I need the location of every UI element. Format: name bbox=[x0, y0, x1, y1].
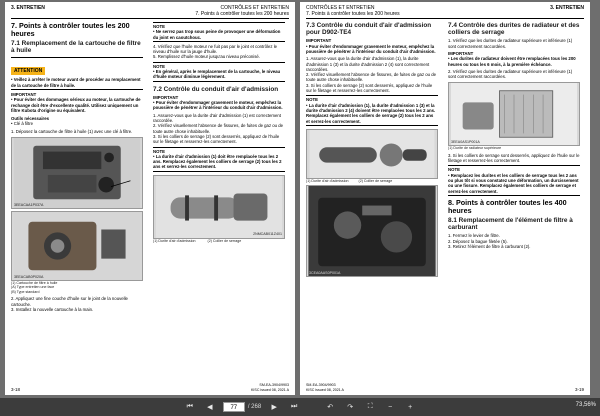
note-1-text: • Ne serrez pas trop sous peine de provoquer une déformation du joint en caoutchouc. bbox=[153, 29, 281, 40]
s74-important-text: • Les durites de radiateur doivent être remplacées tous les 200 heures ou tous les 6 mois, à la première échéance. bbox=[448, 56, 576, 67]
right-col-2 bbox=[448, 22, 580, 249]
step-4: 4. Vérifiez que l'huile moteur ne fuit pas par le joint et contrôlez le niveau d'huile sur la jauge d'huile. bbox=[153, 43, 278, 55]
caption-5: (2) Collier de serrage bbox=[207, 238, 242, 243]
captions-row bbox=[153, 239, 285, 243]
note-1-label: NOTE bbox=[153, 24, 165, 29]
header-center-line2: 7. Points à contrôler toutes les 200 heures bbox=[195, 11, 289, 17]
image-code-r1: 3CEA0AAS0P001A bbox=[309, 270, 341, 275]
important-r-label: IMPORTANT bbox=[306, 38, 332, 44]
section-71-title: 7.1 Remplacement de la cartouche de filtre à huile bbox=[11, 40, 141, 55]
note-2-text: • En général, après le remplacement de la cartouche, le niveau d'huile moteur diminue légèrement. bbox=[153, 69, 281, 80]
header-right-line1: CONTRÔLES ET ENTRETIEN bbox=[306, 5, 375, 11]
zoom-out-icon[interactable]: − bbox=[388, 403, 393, 411]
rotate-left-icon[interactable]: ↶ bbox=[327, 404, 334, 411]
s74-step-2: 2. Vérifiez que les durites de radiateur supérieure et inférieure (1) sont correctement raccordées. bbox=[448, 68, 573, 80]
s73-step-1: 1. Assurez-vous que la durite d'air d'admission (1), la durite d'admission 1 (3) et la durite d'admission 2 (4) sont correctement raccordées. bbox=[306, 56, 430, 72]
header-right-line2: 7. Points à contrôler toutes les 200 heures bbox=[306, 11, 400, 17]
important-label: IMPORTANT bbox=[11, 92, 37, 97]
s74-important bbox=[448, 51, 580, 67]
section-81-title: 8.1 Remplacement de l'élément de filtre à carburant bbox=[448, 216, 573, 232]
s74-step-3: 3. Si les colliers de serrage sont desserrés, appliquez de l'huile sur le filetage et resserrez-les correctement. bbox=[448, 152, 580, 164]
engine-image-2 bbox=[11, 211, 143, 281]
s81-step-2: 2. Déposez la bague filetée (5). bbox=[448, 238, 508, 244]
note-box-r2 bbox=[448, 165, 580, 195]
note-3-label: NOTE bbox=[153, 148, 165, 154]
step-3: 3. Installez la nouvelle cartouche à la main. bbox=[11, 306, 94, 312]
first-page-icon[interactable]: ⏮ bbox=[186, 403, 193, 410]
note-3-text: • La durite d'air d'admission (1) doit être remplacée tous les 2 ans. Remplacez également les colliers de serrage (2) tous les 2 ans et serrez-les correctement. bbox=[153, 153, 282, 170]
section-74-title: 7.4 Contrôle des durites de radiateur et des colliers de serrage bbox=[448, 22, 580, 37]
note-r2-label: NOTE bbox=[448, 167, 460, 173]
s73-step-3: 3. Si les colliers de serrage (2) sont desserrés, appliquez de l'huile sur le filetage et resserrez-les correctement. bbox=[306, 82, 433, 94]
attention-label: ATTENTION bbox=[11, 67, 45, 75]
turbo-image bbox=[306, 129, 438, 179]
tools-label: Outils nécessaires bbox=[11, 116, 49, 122]
s72-step-2: 2. Vérifiez visuellement l'absence de fissures, de fuites de gaz ou de toute autre chose inhabituelle. bbox=[153, 123, 284, 134]
left-col-2 bbox=[153, 22, 285, 243]
header-right: 3. ENTRETIEN bbox=[550, 5, 584, 11]
step-1: 1. Déposez la cartouche de filtre à huile (1) avec une clé à filtre. bbox=[11, 128, 133, 134]
caption-3: (B) Type standard bbox=[11, 289, 40, 294]
s81-step-3: 3. Retirez l'élément de filtre à carburant (2). bbox=[448, 243, 531, 249]
prev-page-icon[interactable]: ◀ bbox=[207, 404, 213, 411]
tools-item: • Clé à filtre bbox=[11, 121, 34, 127]
step-2: 2. Appliquez une fine couche d'huile sur le joint de la nouvelle cartouche. bbox=[11, 296, 128, 307]
engine-illustration-r bbox=[307, 186, 437, 276]
captions-row-r bbox=[306, 179, 438, 183]
page-left bbox=[5, 2, 295, 395]
intake-illustration bbox=[154, 176, 284, 238]
radiator-image bbox=[448, 82, 580, 146]
caption-r2: (2) Collier de serrage bbox=[358, 178, 393, 183]
caption-r1: (1) Durite d'air d'admission bbox=[306, 178, 349, 183]
note-box-r bbox=[306, 95, 438, 125]
caption-2: (A) Type entretien une face bbox=[11, 285, 55, 290]
zoom-in-icon[interactable]: + bbox=[408, 403, 413, 411]
important-box bbox=[11, 92, 143, 113]
section-8-title: 8. Points à contrôler toutes les 400 heures bbox=[448, 197, 567, 215]
s74-important-label: IMPORTANT bbox=[448, 51, 474, 56]
last-page-icon[interactable]: ⏭ bbox=[291, 403, 298, 410]
image-code-1: 3EEACAA1P037A bbox=[14, 202, 44, 207]
attention-text: • Veillez à arrêter le moteur avant de procéder au remplacement de la cartouche de filtre à huile. bbox=[11, 77, 141, 88]
caption-1: (1) Cartouche de filtre à huile bbox=[11, 281, 58, 286]
viewer-toolbar bbox=[0, 398, 600, 416]
left-col-1 bbox=[11, 22, 143, 312]
image-code-3: 2NMCAB011Z401 bbox=[253, 232, 282, 237]
note-r2-text: • Remplacez les durites et les colliers de serrage tous les 2 ans ou plus tôt si vous constatez une déformation, un durcissement ou une fissure. Remplacez également les colliers de serrage et serrez-les correctement. bbox=[448, 172, 579, 194]
radiator-illustration bbox=[449, 83, 579, 145]
footer-right: SM-EA-3904/9903 KISC issued 08, 2021 A bbox=[306, 383, 344, 392]
section-72-title: 7.2 Contrôle du conduit d'air d'admission bbox=[153, 85, 279, 93]
page-right bbox=[300, 2, 590, 395]
footer-left: SM-EA-3904/9903 KISC issued 08, 2021 A bbox=[251, 383, 289, 392]
turbo-illustration bbox=[307, 130, 437, 178]
s72-step-1: 1. Assurez-vous que la durite d'air d'admission (1) est correctement raccordée. bbox=[153, 112, 281, 124]
image-code-r2: 3EEA0AS1P001A bbox=[451, 140, 480, 145]
fullscreen-icon[interactable]: ⛶ bbox=[367, 403, 373, 410]
s72-step-3: 3. Si les colliers de serrage (2) sont desserrés, appliquez de l'huile sur le filetage et resserrez-les correctement. bbox=[153, 133, 280, 145]
note-box-1 bbox=[153, 22, 285, 42]
header-left: 3. ENTRETIEN bbox=[11, 5, 45, 11]
s74-step-1: 1. Vérifiez que les durites de radiateur supérieure et inférieure (1) sont correctement raccordées. bbox=[448, 38, 573, 49]
page-navigator bbox=[223, 402, 261, 412]
important-box-r bbox=[306, 38, 438, 54]
s73-step-2: 2. Vérifiez visuellement l'absence de fissures, de fuites de gaz ou de toute autre chose inhabituelle. bbox=[306, 72, 437, 83]
s81-step-1: 1. Fermez le levier de filtre. bbox=[448, 233, 500, 239]
important-text: • Pour éviter des dommages sérieux au moteur, la cartouche de rechange doit être d'excellente qualité. Utilisez uniquement un filtre Kubota d'origine ou équivalent. bbox=[11, 97, 141, 113]
important-r-text: • Pour éviter d'endommager gravement le moteur, empêchez la poussière de pénétrer à l'intérieur du conduit d'air d'admission. bbox=[306, 43, 436, 54]
page-number-left: 3-18 bbox=[11, 387, 21, 392]
note-2-label: NOTE bbox=[153, 63, 165, 69]
image-code-2: 3EEACAB0P020A bbox=[14, 274, 44, 279]
header-rule bbox=[11, 18, 289, 19]
header-left-right bbox=[306, 5, 400, 17]
header-center-line1: CONTRÔLES ET ENTRETIEN bbox=[220, 5, 289, 11]
total-pages: / 268 bbox=[247, 404, 262, 410]
engine-illustration-2 bbox=[12, 212, 142, 280]
intake-image bbox=[153, 175, 285, 239]
section-73-title: 7.3 Contrôle du conduit d'air d'admission pour D902-TE4 bbox=[306, 22, 432, 37]
caption-4: (1) Durite d'air d'admission bbox=[153, 238, 196, 243]
important-2-label: IMPORTANT bbox=[153, 94, 179, 100]
attention-box bbox=[11, 57, 143, 90]
page-number-right: 3-19 bbox=[574, 387, 584, 392]
right-col-1 bbox=[306, 22, 438, 277]
note-r-text: • La durite d'air d'admission (1), la durite d'admission 1 (3) et la durite d'admission 2 (4) doivent être remplacées tous les 2 ans. Remplacez également les colliers de serrage (2) tous les 2 ans et serrez-les correctement. bbox=[306, 102, 436, 124]
header-rule-right bbox=[306, 18, 584, 19]
note-r-label: NOTE bbox=[306, 97, 318, 103]
caption-r3: (1) Durite de radiateur supérieure bbox=[448, 146, 502, 151]
header-center bbox=[5, 5, 289, 17]
engine-image-r bbox=[306, 185, 438, 277]
step-5: 5. Remplissez d'huile moteur jusqu'au niveau préconisé. bbox=[153, 54, 260, 60]
section-title: 7. Points à contrôler toutes les 200 heures bbox=[11, 21, 130, 38]
important-2-text: • Pour éviter d'endommager gravement le moteur, empêchez la poussière de pénétrer à l'intérieur du conduit d'air d'admission. bbox=[153, 100, 283, 111]
important-box-2 bbox=[153, 95, 285, 111]
note-box-2 bbox=[153, 62, 285, 82]
engine-illustration-1 bbox=[12, 138, 142, 208]
rotate-right-icon[interactable]: ↷ bbox=[347, 404, 354, 411]
zoom-level[interactable]: 73,56% bbox=[575, 402, 596, 408]
note-box-3 bbox=[153, 147, 285, 172]
next-page-icon[interactable]: ▶ bbox=[271, 404, 277, 411]
engine-image-1 bbox=[11, 137, 143, 209]
current-page-input[interactable]: 77 bbox=[223, 402, 245, 412]
